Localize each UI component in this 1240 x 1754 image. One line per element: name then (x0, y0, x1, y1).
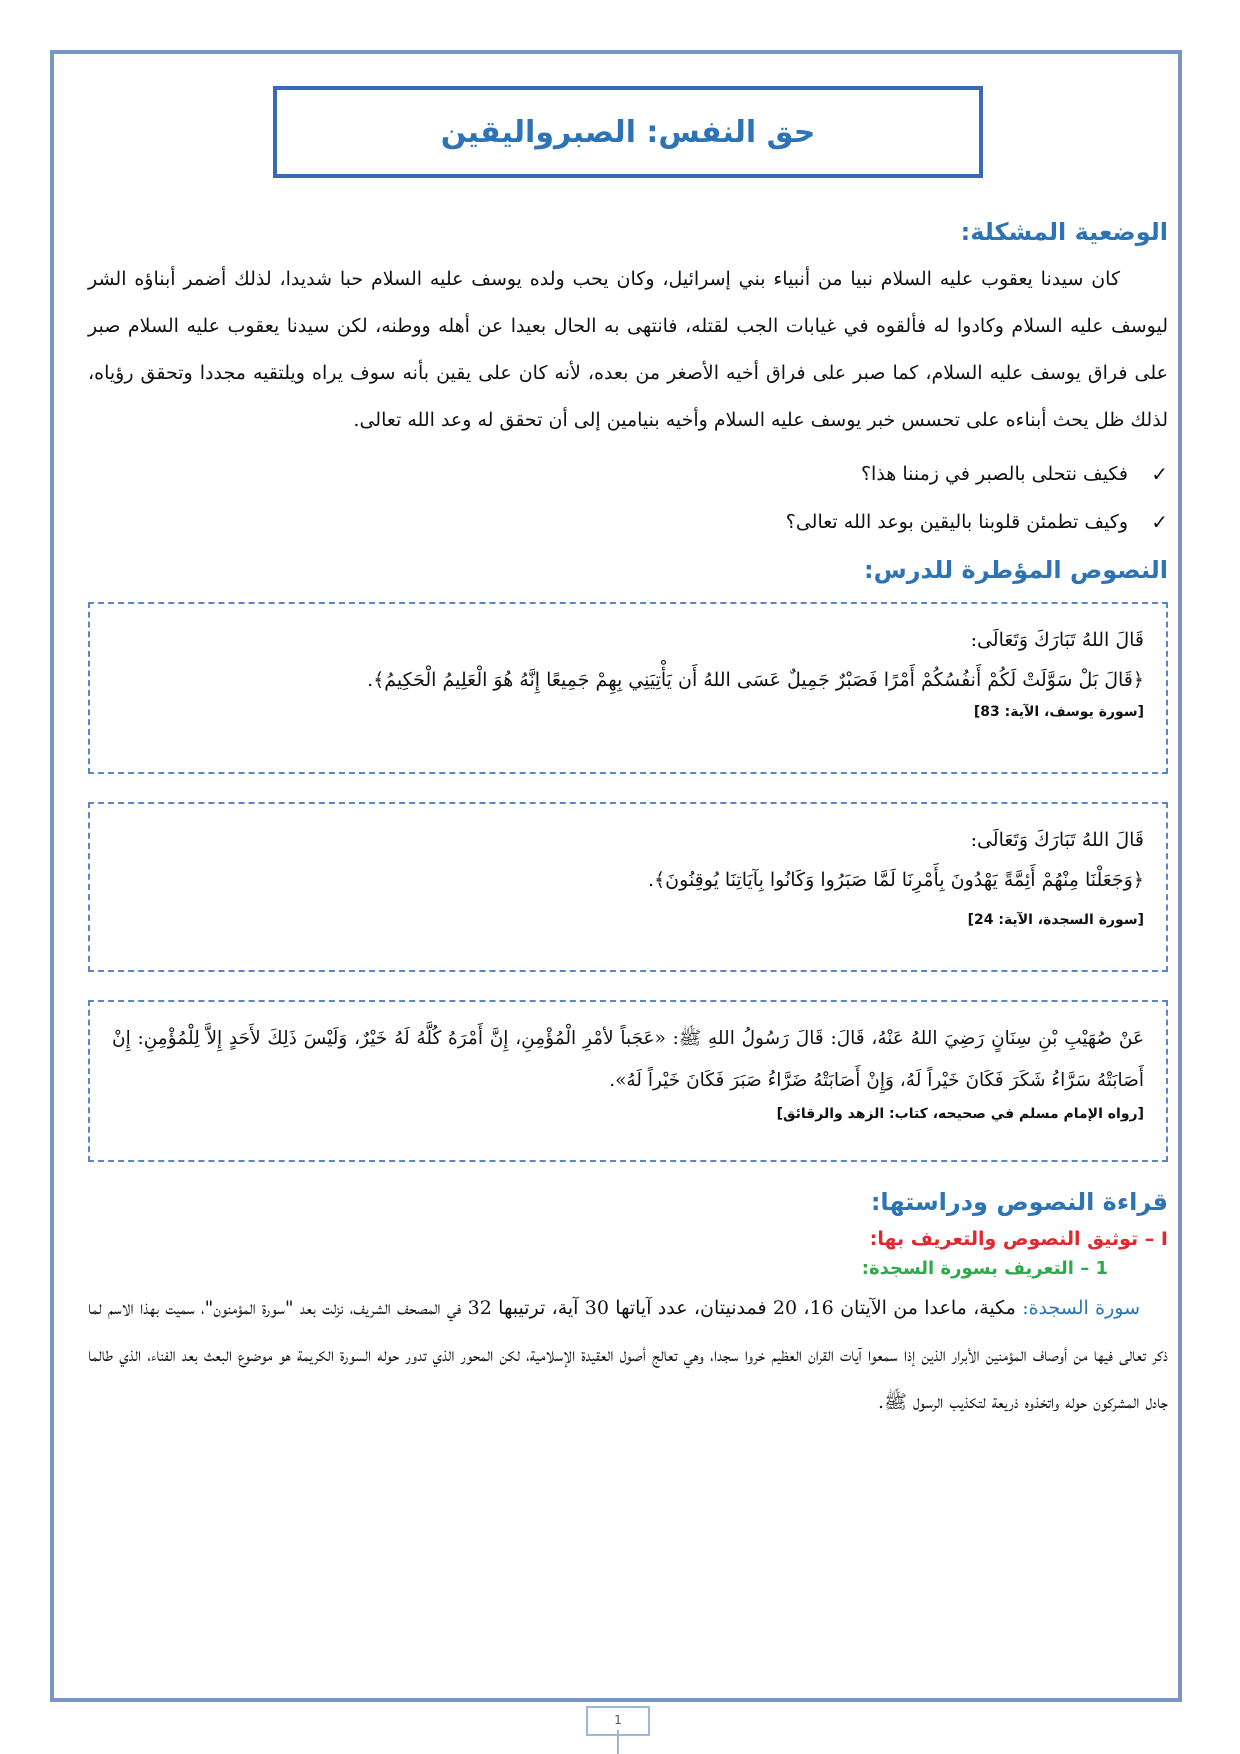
surah-paragraph (88, 1285, 1168, 1426)
hadith-box (88, 1000, 1168, 1162)
verse-text: ﴿قَالَ بَلْ سَوَّلَتْ لَكُمْ أَنفُسُكُمْ أَمْرًا فَصَبْرٌ جَمِيلٌ عَسَى اللهُ أَن يَأْتِيَنِي بِهِمْ جَمِيعًا إِنَّهُ هُوَ الْعَلِيمُ الْحَكِيمُ﴾. (367, 669, 1144, 691)
verse-reference: [سورة يوسف، الآية: 83] (973, 704, 1144, 720)
documentation-subheading: I – توثيق النصوص والتعريف بها: (869, 1228, 1168, 1250)
page-number: 1 (586, 1706, 650, 1736)
question-item (88, 450, 1168, 498)
texts-heading: النصوص المؤطرة للدرس: (863, 556, 1168, 584)
check-icon: ✓ (1151, 462, 1168, 486)
verse-intro: قَالَ اللهُ تَبَارَكَ وَتَعَالَى: (970, 629, 1144, 651)
verse-intro: قَالَ اللهُ تَبَارَكَ وَتَعَالَى: (970, 829, 1144, 851)
surah-description: مكية، ماعدا من الآيتان 16، 20 فمدنيتان، عدد آياتها 30 آية، ترتيبها 32 في المصحف الشريف، نزلت بعد "سورة المؤمنون"، سميت بهذا الاسم لما ذكر تعالى فيها من أوصاف المؤمنين الأبرار الذين إذا سمعوا آيات القران العظيم خروا سجدا، وهي تعالج أصول العقيدة الإسلامية، لكن المحور الذي تدور حوله السورة الكريمة هو موضوع البعث بعد الفناء، الذي طالما جادل المشركون حوله واتخذوه ذريعة لتكذيب الرسول ﷺ. (88, 1297, 1168, 1413)
situation-heading: الوضعية المشكلة: (960, 218, 1168, 246)
quran-box-sajda (88, 802, 1168, 972)
question-text: وكيف تطمئن قلوبنا باليقين بوعد الله تعالى؟ (785, 511, 1128, 533)
questions-list (88, 450, 1168, 546)
check-icon: ✓ (1151, 510, 1168, 534)
verse-text: ﴿وَجَعَلْنَا مِنْهُمْ أَئِمَّةً يَهْدُونَ بِأَمْرِنَا لَمَّا صَبَرُوا وَكَانُوا بِآيَاتِنَا يُوقِنُونَ﴾. (648, 869, 1144, 891)
question-text: فكيف نتحلى بالصبر في زمننا هذا؟ (860, 463, 1128, 485)
quran-box-yusuf (88, 602, 1168, 774)
reading-heading: قراءة النصوص ودراستها: (870, 1188, 1168, 1216)
surah-intro-subheading: 1 – التعريف بسورة السجدة: (861, 1258, 1108, 1279)
hadith-reference: [رواه الإمام مسلم في صحيحه، كتاب: الزهد والرقائق] (776, 1106, 1144, 1122)
surah-name-lead: سورة السجدة: (1022, 1297, 1140, 1319)
situation-paragraph: كان سيدنا يعقوب عليه السلام نبيا من أنبياء بني إسرائيل، وكان يحب ولده يوسف عليه السلام حبا شديدا، لذلك أضمر أبناؤه الشر ليوسف عليه السلام وكادوا له فألقوه في غيابات الجب لقتله، فانتهى به الحال بعيدا عن أهله ووطنه، لكن سيدنا يعقوب عليه السلام صبر على فراق يوسف عليه السلام، كما صبر على فراق أخيه الأصغر من بعده، لأنه كان على يقين بأنه سوف يراه ويلتقيه مجددا وتحقق رؤياه، لذلك ظل يحث أبناءه على تحسس خبر يوسف عليه السلام وأخيه بنيامين إلى أن تحقق له وعد الله تعالى. (88, 268, 1168, 431)
question-item (88, 498, 1168, 546)
page-title: حق النفس: الصبرواليقين (440, 114, 816, 150)
hadith-text: عَنْ صُهَيْبِ بْنِ سِنَانٍ رَضِيَ اللهُ عَنْهُ، قَالَ: قَالَ رَسُولُ اللهِ ﷺ: «عَجَباً لأمْرِ الْمُؤْمِنِ، إِنَّ أَمْرَهُ كُلَّهُ لَهُ خَيْرٌ، وَلَيْسَ ذَلِكَ لأَحَدٍ إِلاَّ لِلْمُؤْمِنِ: إِنْ أَصَابَتْهُ سَرَّاءُ شَكَرَ فَكَانَ خَيْراً لَهُ، وَإِنْ أَصَابَتْهُ ضَرَّاءُ صَبَرَ فَكَانَ خَيْراً لَهُ». (112, 1028, 1144, 1091)
page-number-connector (617, 1730, 619, 1754)
title-box (273, 86, 983, 178)
verse-reference: [سورة السجدة، الآية: 24] (967, 912, 1144, 928)
page-content (88, 80, 1168, 1426)
